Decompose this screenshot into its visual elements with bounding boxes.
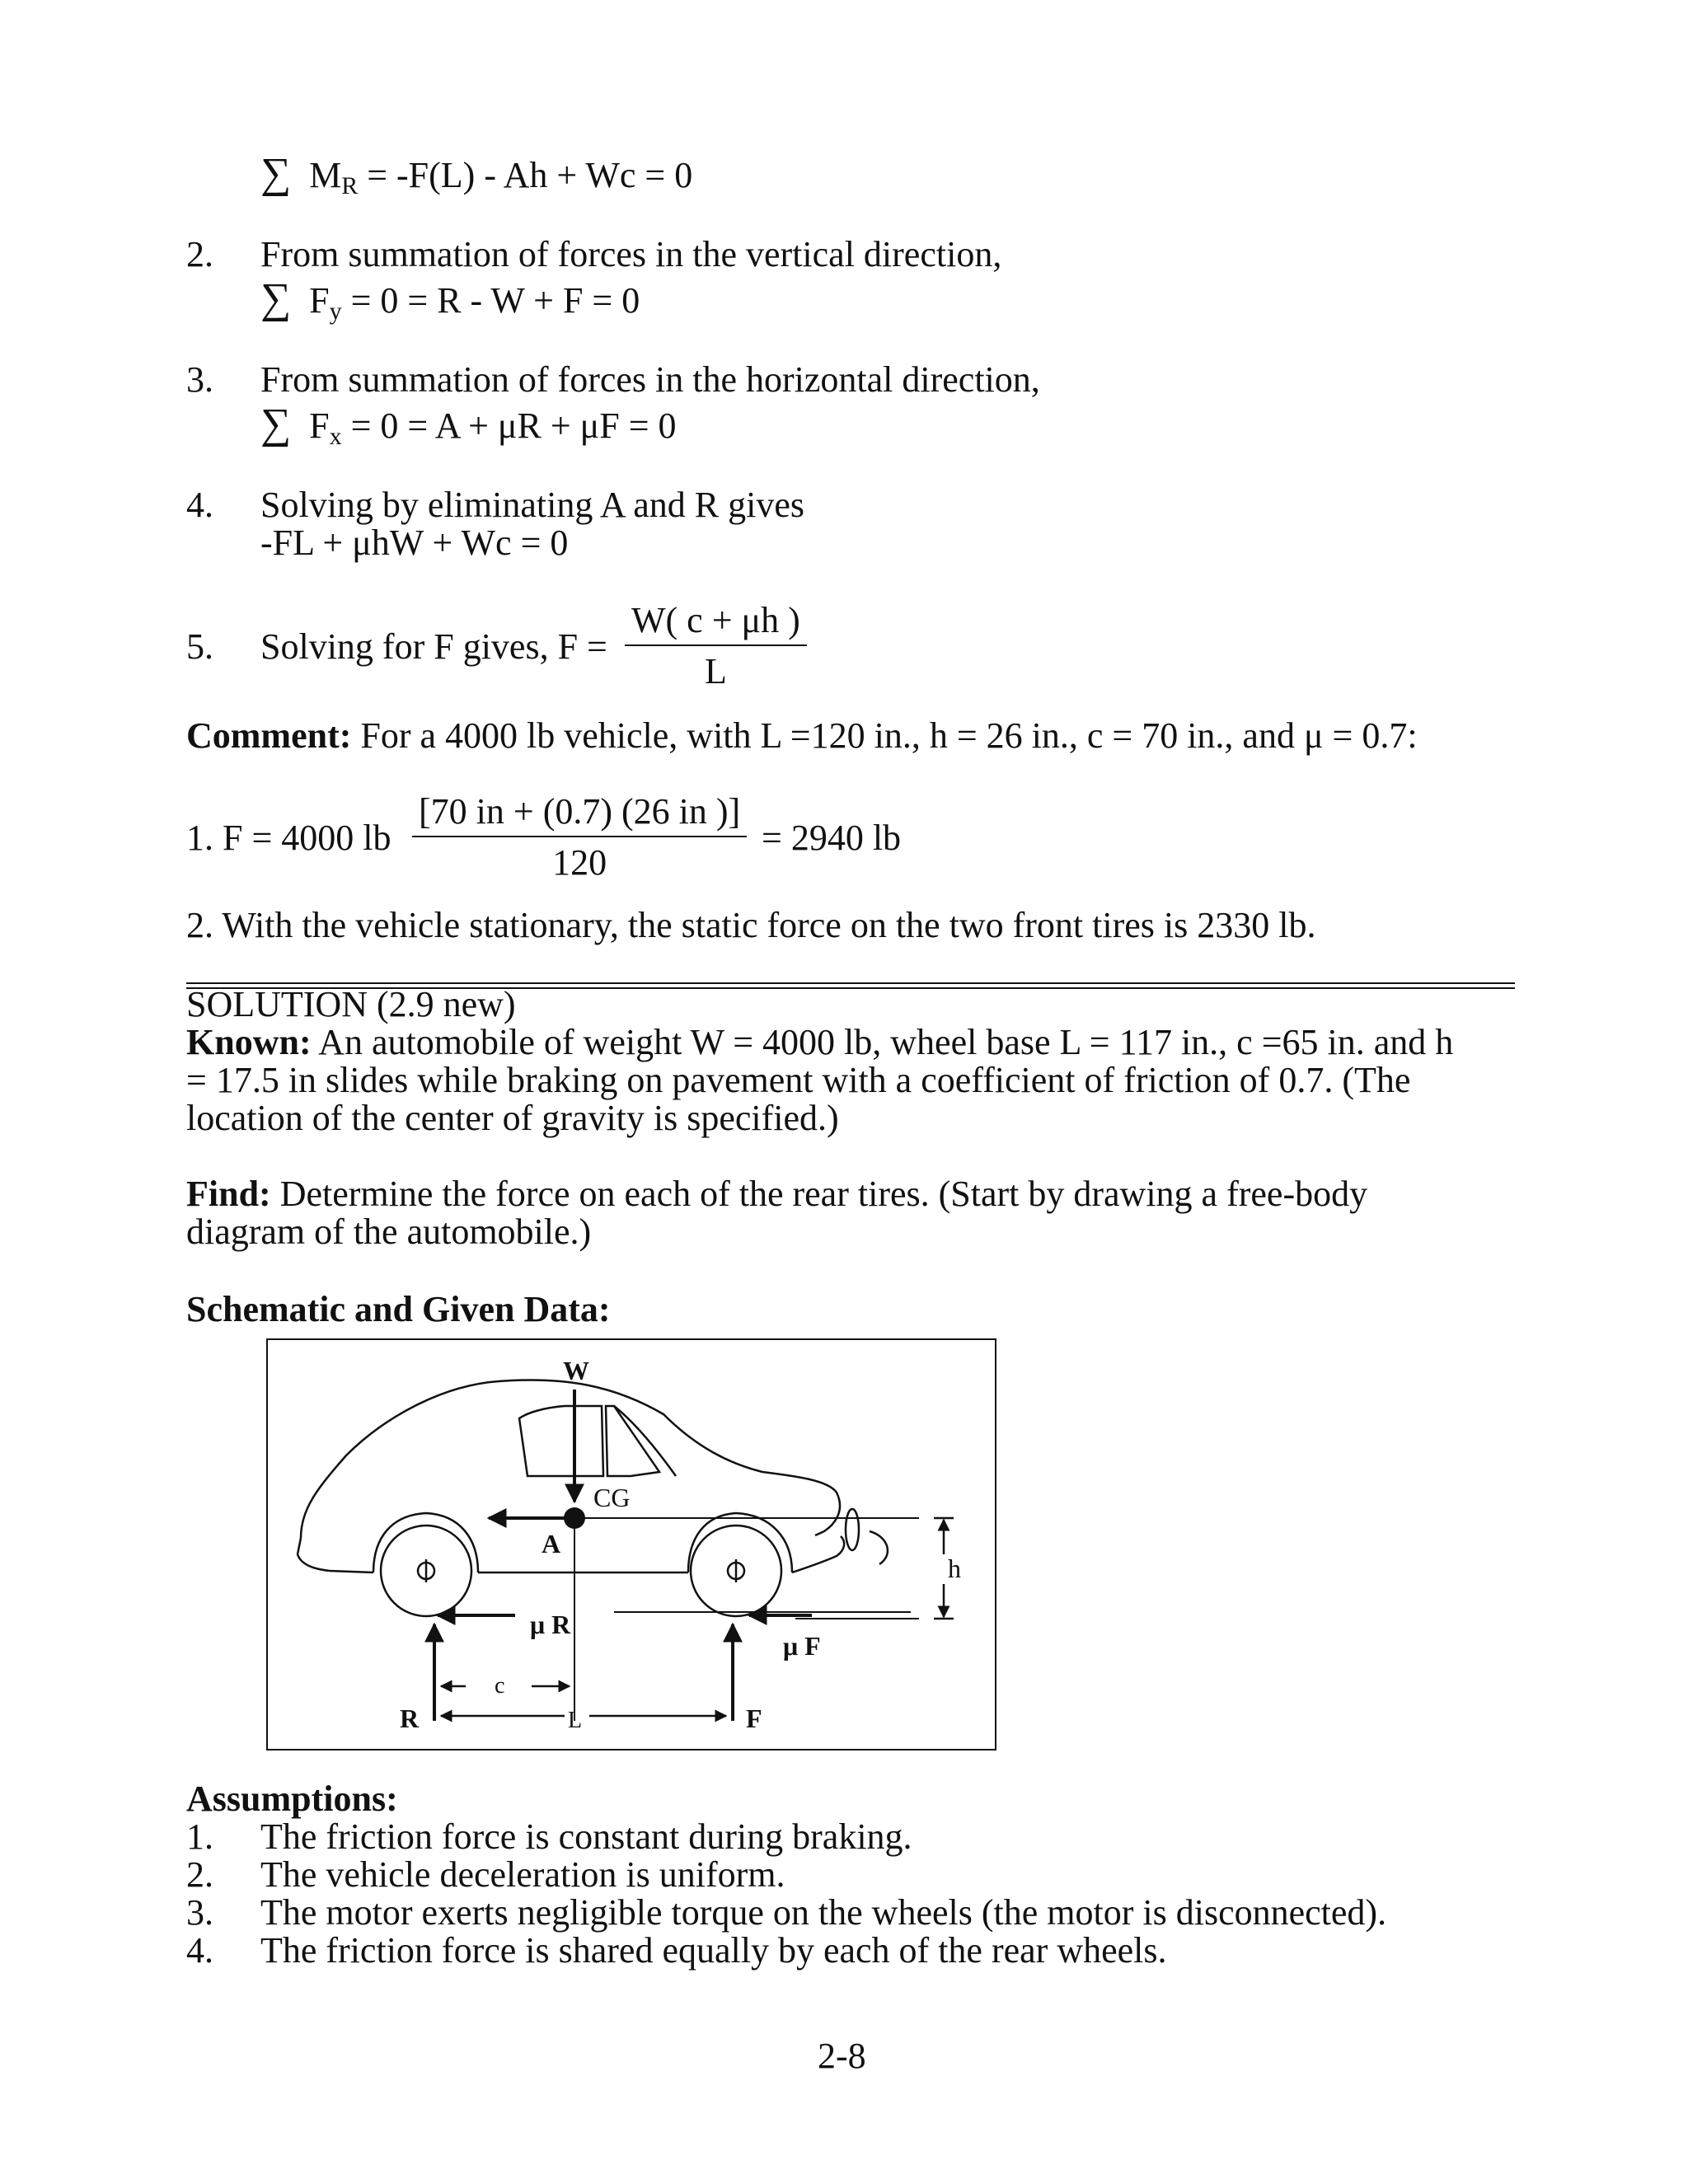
known-line-1: Known: An automobile of weight W = 4000 lb, wheel base L = 117 in., c =65 in. and h [186, 1022, 1454, 1062]
bumper [870, 1531, 888, 1564]
assumption-number: 3. [186, 1892, 213, 1933]
label-w: W [563, 1356, 589, 1385]
step-5-number: 5. [186, 626, 213, 667]
step-5-fraction [625, 602, 807, 691]
moment-equation: ∑ $M_R = -F(L) - Ah + Wc = 0$ [260, 150, 693, 199]
fraction-denominator: L [704, 651, 727, 691]
step-3-number: 3. [186, 359, 213, 400]
schematic-heading: Schematic and Given Data: [186, 1289, 611, 1329]
car-hood-line [298, 1538, 373, 1572]
result-1-value: = 2940 lb [762, 818, 902, 858]
assumption-text: The friction force is constant during braking. [260, 1816, 912, 1857]
step-2-text: From summation of forces in the vertical direction, [260, 234, 1002, 274]
fraction-denominator: 120 [552, 842, 607, 883]
car-window [519, 1406, 603, 1476]
step-2-number: 2. [186, 234, 213, 274]
label-r: R [400, 1704, 420, 1733]
sigma-symbol: ∑ [260, 150, 292, 197]
known-line-3: location of the center of gravity is specified.) [186, 1098, 839, 1138]
assumption-number: 2. [186, 1854, 213, 1895]
solution-title: SOLUTION (2.9 new) [186, 984, 516, 1024]
fraction-numerator: W( c + μh ) [625, 602, 807, 646]
label-cg: CG [593, 1483, 631, 1512]
sigma-symbol: ∑ [260, 401, 292, 448]
assumptions-heading: Assumptions: [186, 1779, 398, 1819]
car-window [606, 1406, 659, 1476]
assumption-number: 4. [186, 1930, 213, 1971]
label-f: F [746, 1704, 762, 1733]
result-1-fraction [412, 793, 747, 882]
assumption-number: 1. [186, 1816, 213, 1857]
label-l: L [568, 1708, 583, 1733]
fraction-numerator: [70 in + (0.7) (26 in )] [412, 793, 747, 837]
assumption-text: The friction force is shared equally by each of the rear wheels. [260, 1930, 1167, 1971]
free-body-diagram [266, 1338, 996, 1750]
label-mu-f: μ F [783, 1631, 821, 1661]
label-mu-r: μ R [530, 1610, 571, 1639]
assumption-text: The motor exerts negligible torque on the wheels (the motor is disconnected). [260, 1892, 1387, 1933]
headlamp [846, 1509, 859, 1550]
label-h: h [948, 1554, 961, 1583]
car-front-lower [792, 1536, 844, 1572]
car-diagram [268, 1340, 998, 1752]
step-4-number: 4. [186, 485, 213, 525]
result-1-prefix: 1. F = 4000 lb [186, 818, 392, 858]
label-a: A [542, 1529, 561, 1558]
comment: Comment: For a 4000 lb vehicle, with L =120 in., h = 26 in., c = 70 in., and μ = 0.7: [186, 715, 1418, 756]
page-number: 2-8 [818, 2036, 866, 2076]
label-c: c [495, 1673, 505, 1699]
result-2: 2. With the vehicle stationary, the static force on the two front tires is 2330 lb. [186, 905, 1316, 945]
step-5-text: Solving for F gives, F = [260, 626, 607, 667]
known-line-2: = 17.5 in slides while braking on pavement with a coefficient of friction of 0.7. (The [186, 1060, 1411, 1100]
cg-point [564, 1507, 585, 1529]
step-3-equation: ∑ $F_x = 0 = A + \mu R + \mu F = 0$ [260, 401, 677, 450]
step-3-text: From summation of forces in the horizontal direction, [260, 359, 1040, 400]
step-4-equation: -FL + μhW + Wc = 0 [260, 523, 569, 563]
step-4-text: Solving by eliminating A and R gives [260, 485, 804, 525]
assumption-text: The vehicle deceleration is uniform. [260, 1854, 785, 1895]
find-line-1: Find: Determine the force on each of the rear tires. (Start by drawing a free-body [186, 1174, 1368, 1214]
find-line-2: diagram of the automobile.) [186, 1212, 592, 1252]
step-2-equation: ∑ $F_y = 0 = R - W + F = 0$ [260, 275, 640, 325]
sigma-symbol: ∑ [260, 275, 292, 322]
